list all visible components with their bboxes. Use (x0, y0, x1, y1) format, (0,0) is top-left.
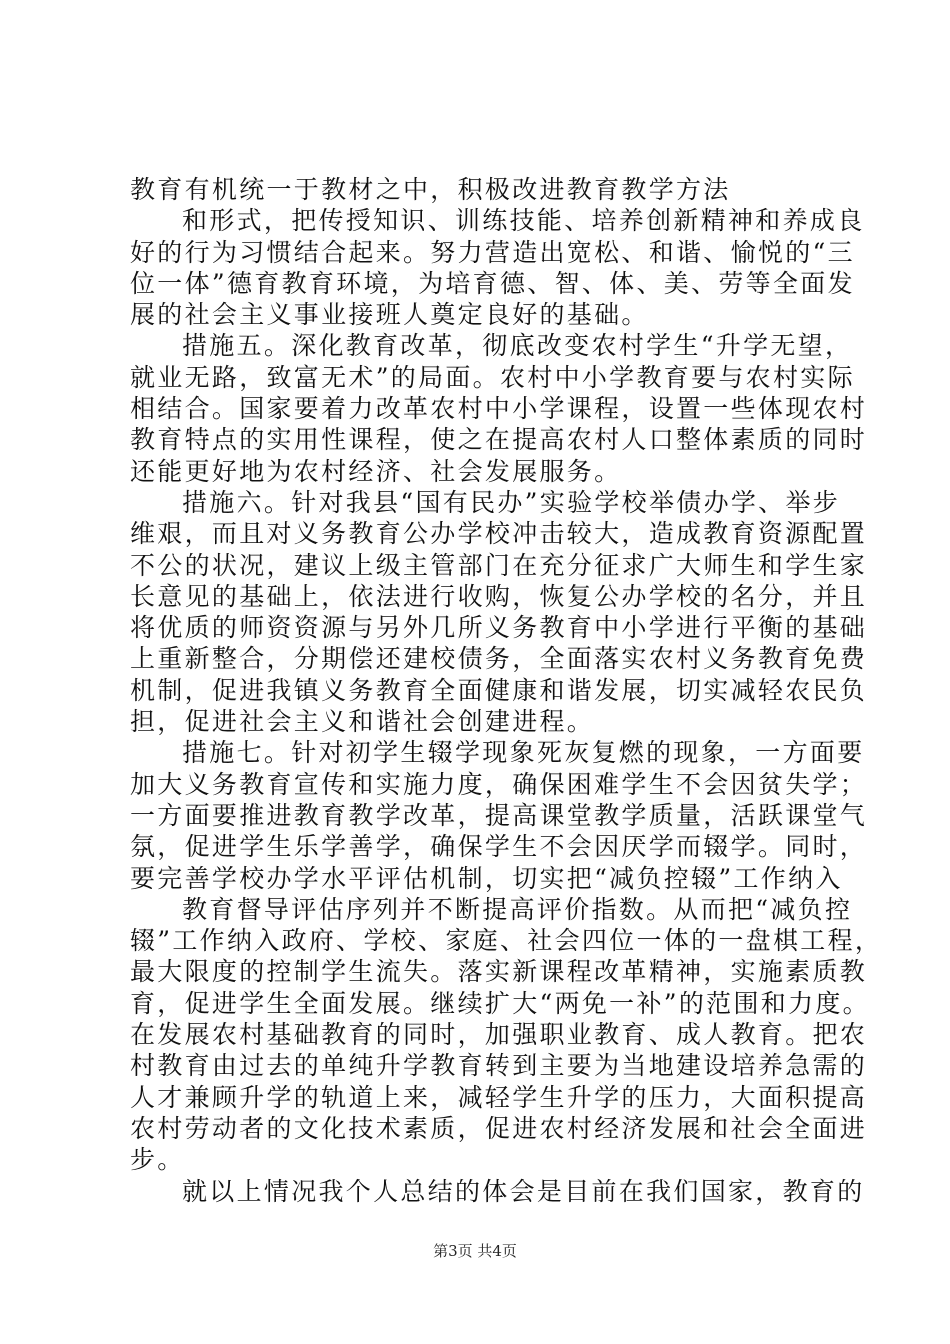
text-line: 最大限度的控制学生流失。落实新课程改革精神，实施素质教 (130, 957, 868, 987)
text-line: 维艰，而且对义务教育公办学校冲击较大，造成教育资源配置 (130, 519, 868, 549)
text-line: 机制，促进我镇义务教育全面健康和谐发展，切实减轻农民负 (130, 675, 868, 705)
text-line: 教育有机统一于教材之中，积极改进教育教学方法 (130, 175, 731, 204)
text-line: 要完善学校办学水平评估机制，切实把“减负控辍”工作纳入 (130, 863, 843, 893)
text-line: 育，促进学生全面发展。继续扩大“两免一补”的范围和力度。 (130, 988, 870, 1018)
text-line: 人才兼顾升学的轨道上来，减轻学生升学的压力，大面积提高 (130, 1082, 868, 1112)
text-line: 措施五。深化教育改革，彻底改变农村学生“升学无望， (182, 331, 853, 361)
text-line: 村教育由过去的单纯升学教育转到主要为当地建设培养急需的 (130, 1051, 868, 1081)
text-line: 教育督导评估序列并不断提高评价指数。从而把“减负控 (182, 894, 853, 924)
text-line: 教育特点的实用性课程，使之在提高农村人口整体素质的同时 (130, 425, 868, 455)
text-line: 农村劳动者的文化技术素质，促进农村经济发展和社会全面进 (130, 1113, 868, 1143)
text-line: 担，促进社会主义和谐社会创建进程。 (130, 707, 595, 737)
text-line: 辍”工作纳入政府、学校、家庭、社会四位一体的一盘棋工程， (130, 926, 883, 956)
document-body (130, 174, 883, 1207)
text-line: 在发展农村基础教育的同时，加强职业教育、成人教育。把农 (130, 1020, 868, 1050)
text-line: 氛，促进学生乐学善学，确保学生不会因厌学而辍学。同时， (130, 832, 868, 862)
text-line: 不公的状况，建议上级主管部门在充分征求广大师生和学生家 (130, 550, 868, 580)
text-line: 就业无路，致富无术”的局面。农村中小学教育要与农村实际 (130, 362, 855, 392)
text-line: 将优质的师资资源与另外几所义务教育中小学进行平衡的基础 (130, 613, 868, 643)
text-line: 还能更好地为农村经济、社会发展服务。 (130, 456, 622, 486)
text-line: 长意见的基础上，依法进行收购，恢复公办学校的名分，并且 (130, 581, 868, 611)
text-line: 上重新整合，分期偿还建校债务，全面落实农村义务教育免费 (130, 644, 868, 674)
text-line: 就以上情况我个人总结的体会是目前在我们国家，教育的 (182, 1176, 865, 1206)
text-line: 位一体”德育教育环境，为培育德、智、体、美、劳等全面发 (130, 268, 855, 298)
page-footer: 第3页 共4页 (433, 1242, 517, 1260)
text-line: 加大义务教育宣传和实施力度，确保困难学生不会因贫失学； (130, 769, 868, 799)
text-line: 措施七。针对初学生辍学现象死灰复燃的现象，一方面要 (182, 738, 865, 768)
text-line: 和形式，把传授知识、训练技能、培养创新精神和养成良 (182, 206, 865, 236)
text-line: 好的行为习惯结合起来。努力营造出宽松、和谐、愉悦的“三 (130, 237, 855, 267)
text-line: 措施六。针对我县“国有民办”实验学校举债办学、举步 (182, 487, 841, 517)
text-line: 一方面要推进教育教学改革，提高课堂教学质量，活跃课堂气 (130, 800, 868, 830)
text-line: 展的社会主义事业接班人奠定良好的基础。 (130, 300, 649, 330)
text-line: 相结合。国家要着力改革农村中小学课程，设置一些体现农村 (130, 394, 868, 424)
text-line: 步。 (130, 1145, 185, 1175)
